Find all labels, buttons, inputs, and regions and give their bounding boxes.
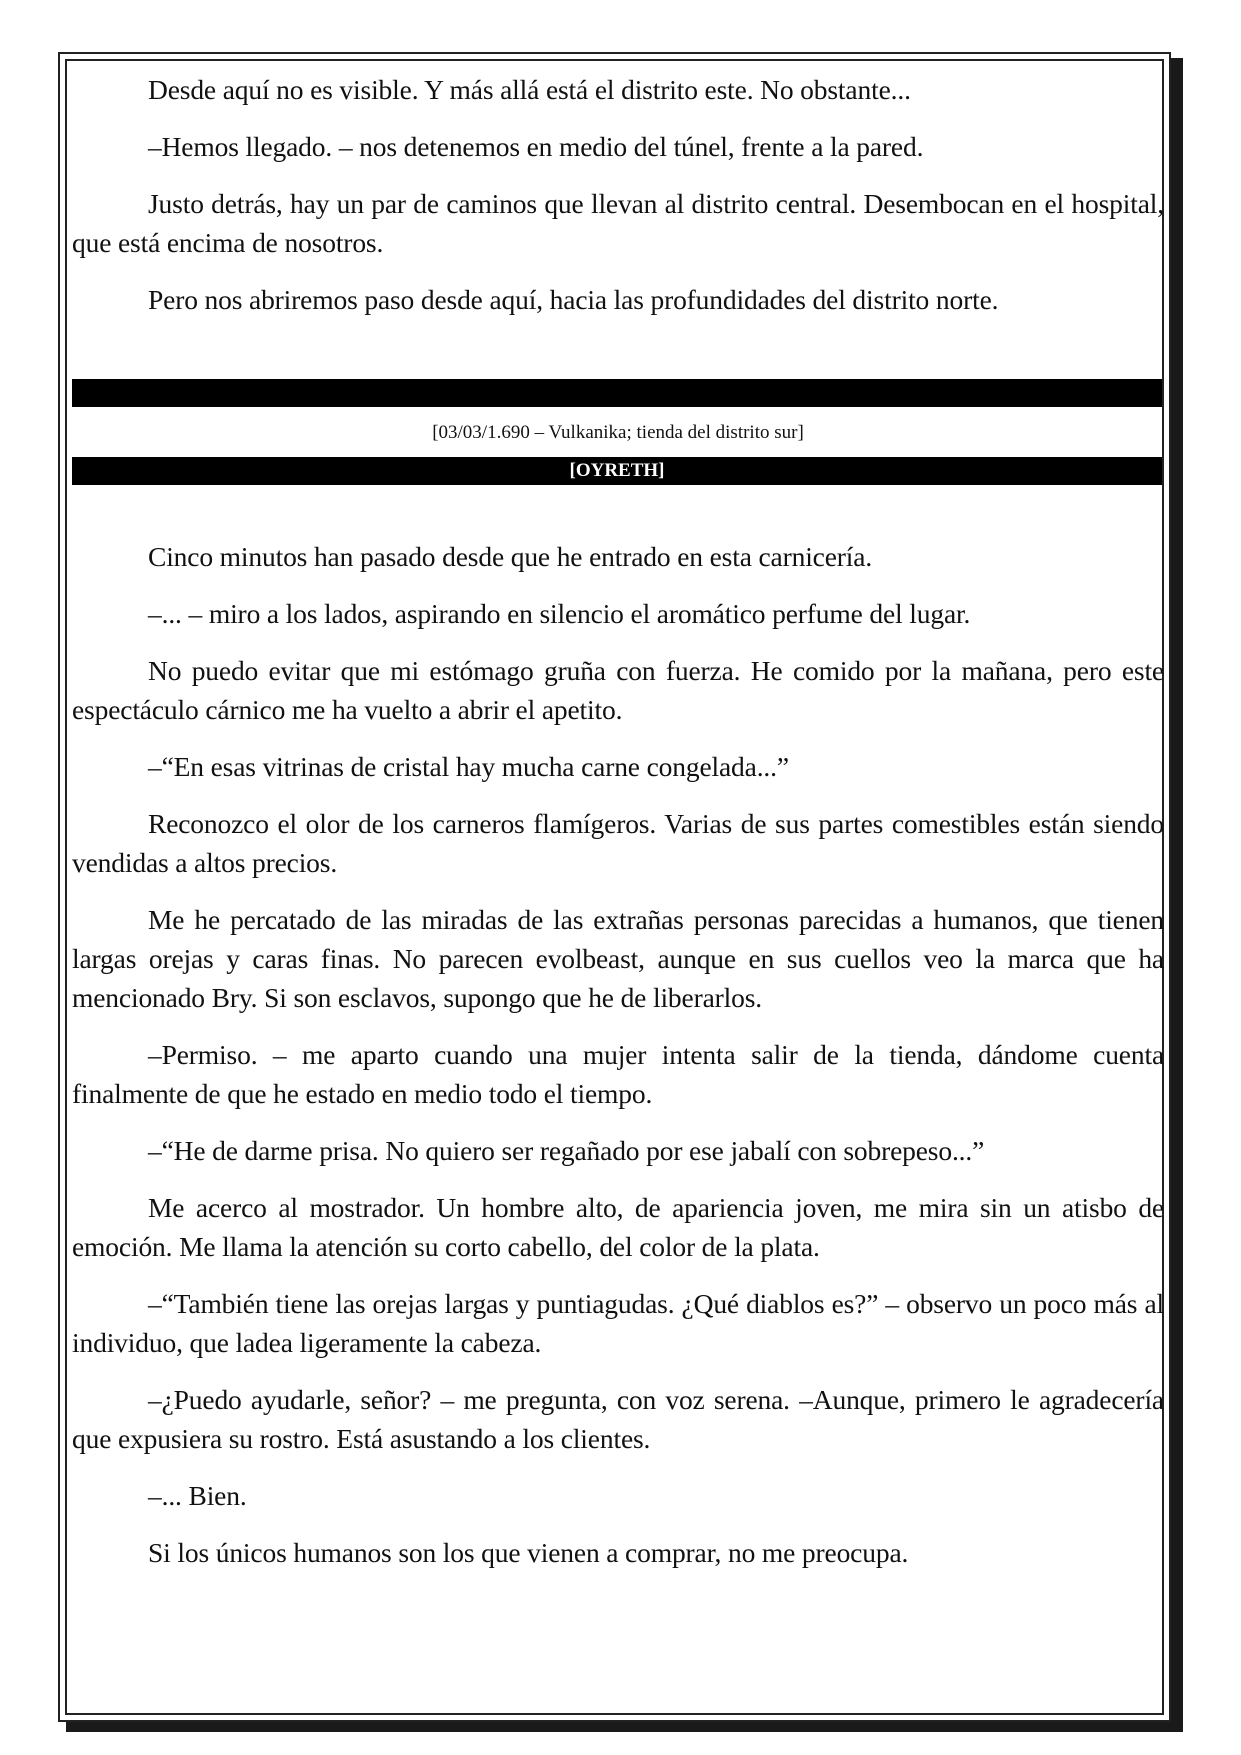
paragraph: Cinco minutos han pasado desde que he entrado en esta carnicería. — [148, 541, 873, 572]
paragraph: –Hemos llegado. – nos detenemos en medio del túnel, frente a la pared. — [148, 131, 924, 162]
paragraph: Pero nos abriremos paso desde aquí, hacia las profundidades del distrito norte. — [148, 284, 999, 315]
paragraph: Desde aquí no es visible. Y más allá está el distrito este. No obstante... — [148, 74, 911, 105]
paragraph: –... Bien. — [148, 1480, 247, 1511]
paragraph: No puedo evitar que mi estómago gruña con fuerza. He comido por la mañana, pero este espectáculo cárnico me ha vuelto a abrir el apetito. — [72, 655, 1164, 725]
paragraph: –Permiso. – me aparto cuando una mujer intenta salir de la tienda, dándome cuenta finalmente de que he estado en medio todo el tiempo. — [72, 1039, 1164, 1109]
paragraph: –“También tiene las orejas largas y puntiagudas. ¿Qué diablos es?” – observo un poco más al individuo, que ladea ligeramente la cabeza. — [72, 1288, 1164, 1358]
scene-date-location: [03/03/1.690 – Vulkanika; tienda del distrito sur] — [432, 422, 804, 443]
page-content — [72, 70, 1164, 1572]
paragraph: –... – miro a los lados, aspirando en silencio el aromático perfume del lugar. — [148, 598, 971, 629]
paragraph: Me he percatado de las miradas de las extrañas personas parecidas a humanos, que tienen largas orejas y caras finas. No parecen evolbeast, aunque en sus cuellos veo la marca que ha mencionado Bry. Si son esclavos, supongo que he de liberarlos. — [72, 904, 1164, 1013]
paragraph: Justo detrás, hay un par de caminos que llevan al distrito central. Desembocan en el hospital, que está encima de nosotros. — [72, 188, 1164, 258]
scene-divider-bar — [72, 379, 1162, 407]
paragraph: –“He de darme prisa. No quiero ser regañado por ese jabalí con sobrepeso...” — [148, 1135, 985, 1166]
paragraph: –¿Puedo ayudarle, señor? – me pregunta, con voz serena. –Aunque, primero le agradecería que expusiera su rostro. Está asustando a los clientes. — [72, 1384, 1164, 1454]
paragraph: Si los únicos humanos son los que vienen a comprar, no me preocupa. — [148, 1537, 909, 1568]
paragraph: Me acerco al mostrador. Un hombre alto, de apariencia joven, me mira sin un atisbo de emoción. Me llama la atención su corto cabello, del color de la plata. — [72, 1192, 1164, 1262]
scene-character-label: [OYRETH] — [72, 457, 1162, 485]
paragraph: Reconozco el olor de los carneros flamígeros. Varias de sus partes comestibles están siendo vendidas a altos precios. — [72, 808, 1164, 878]
paragraph: –“En esas vitrinas de cristal hay mucha carne congelada...” — [148, 751, 789, 782]
